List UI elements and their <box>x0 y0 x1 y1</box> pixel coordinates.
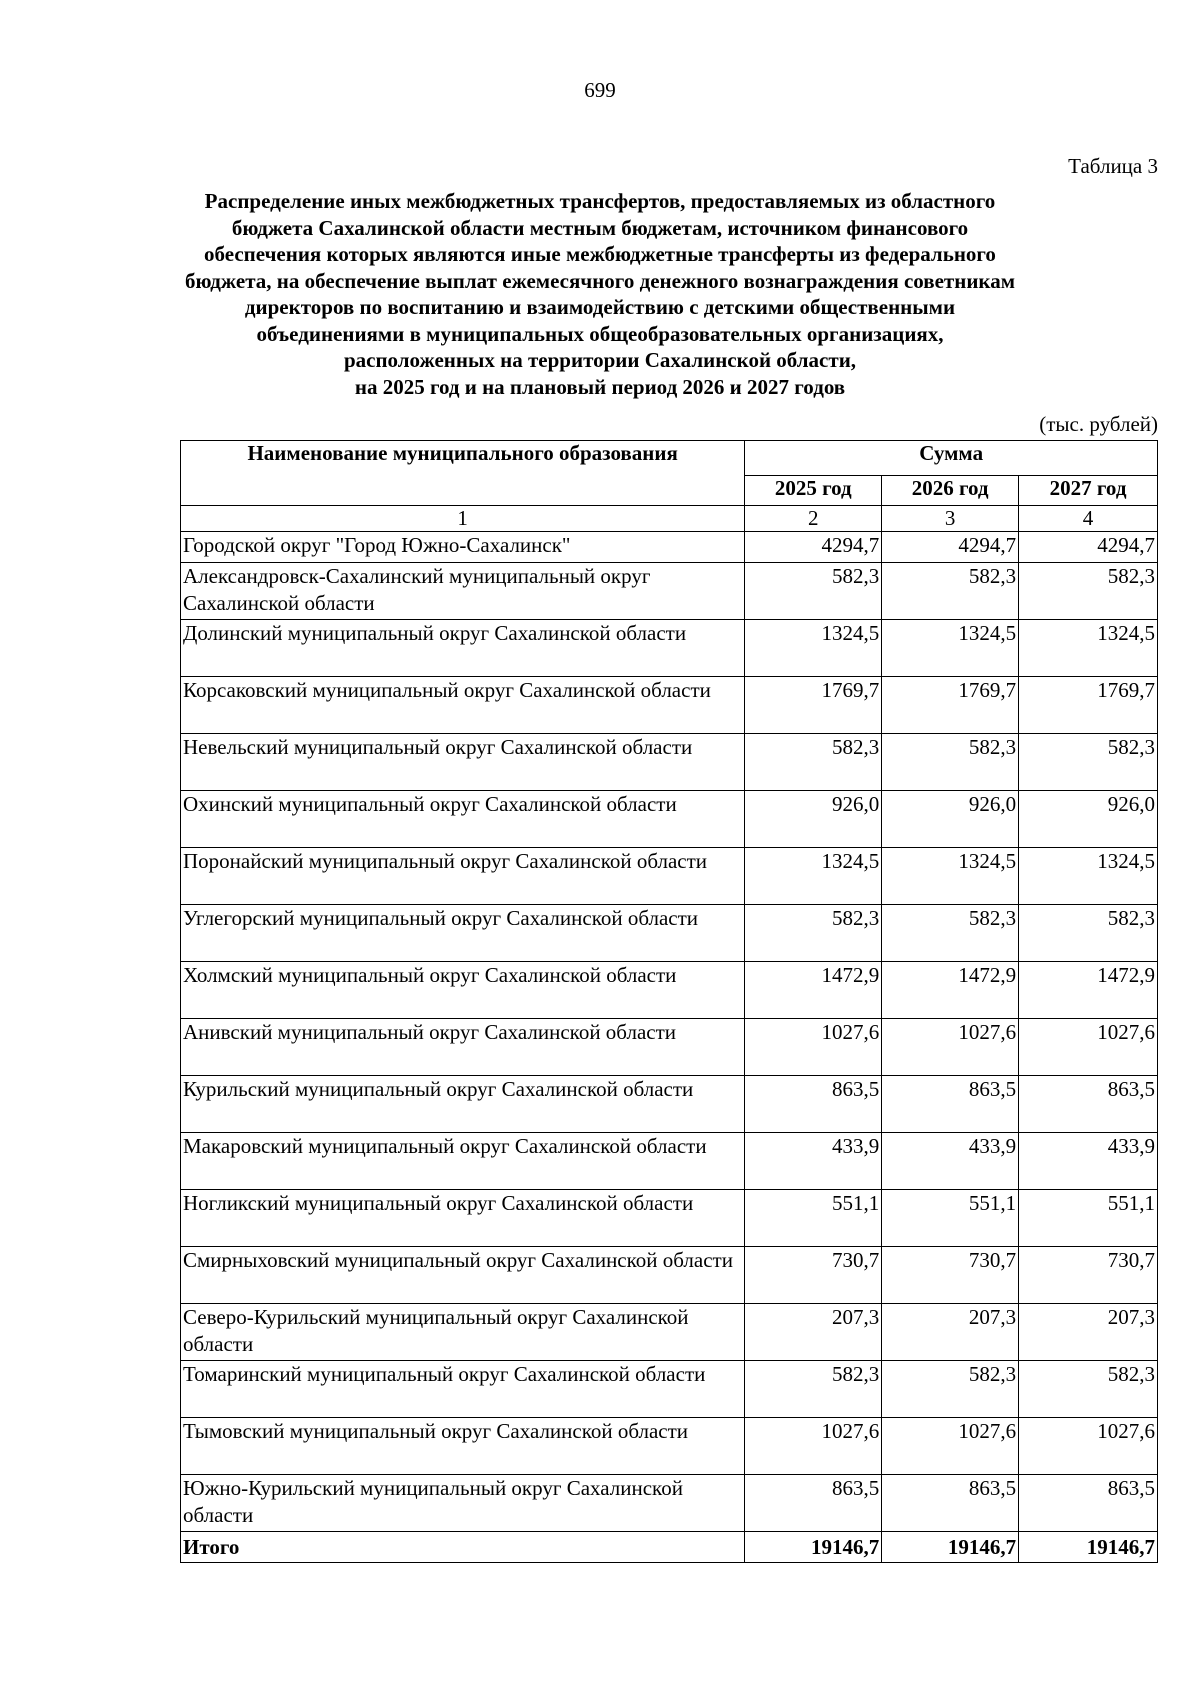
municipality-name: Долинский муниципальный округ Сахалинской области <box>181 620 745 677</box>
value-2025: 1324,5 <box>745 848 882 905</box>
value-2025: 582,3 <box>745 1361 882 1418</box>
value-2025: 207,3 <box>745 1304 882 1361</box>
column-number: 2 <box>745 506 882 532</box>
value-2026: 4294,7 <box>882 532 1019 563</box>
value-2026: 1027,6 <box>882 1418 1019 1475</box>
total-label: Итого <box>181 1532 745 1563</box>
table-row <box>181 848 1158 905</box>
value-2025: 582,3 <box>745 905 882 962</box>
value-2027: 863,5 <box>1019 1475 1158 1532</box>
table-label: Таблица 3 <box>1068 154 1158 178</box>
value-2026: 207,3 <box>882 1304 1019 1361</box>
municipality-name: Южно-Курильский муниципальный округ Сахалинской области <box>181 1475 745 1532</box>
municipality-name: Макаровский муниципальный округ Сахалинской области <box>181 1133 745 1190</box>
table-row <box>181 791 1158 848</box>
table-row <box>181 563 1158 620</box>
value-2026: 582,3 <box>882 734 1019 791</box>
title-line: бюджета Сахалинской области местным бюджетам, источником финансового <box>231 215 969 240</box>
municipality-name: Городской округ "Город Южно-Сахалинск" <box>181 532 745 563</box>
table-row <box>181 962 1158 1019</box>
table-row <box>181 1418 1158 1475</box>
municipality-name: Анивский муниципальный округ Сахалинской области <box>181 1019 745 1076</box>
municipality-name: Охинский муниципальный округ Сахалинской области <box>181 791 745 848</box>
title-line: расположенных на территории Сахалинской области, <box>343 348 857 372</box>
municipality-name: Ногликский муниципальный округ Сахалинской области <box>181 1190 745 1247</box>
value-2025: 863,5 <box>745 1475 882 1532</box>
total-row <box>181 1532 1158 1563</box>
total-2026: 19146,7 <box>882 1532 1019 1563</box>
value-2026: 1769,7 <box>882 677 1019 734</box>
value-2025: 730,7 <box>745 1247 882 1304</box>
column-number-row <box>181 506 1158 532</box>
title-line: обеспечения которых являются иные межбюджетные трансферты из федерального <box>204 242 996 266</box>
table-row <box>181 677 1158 734</box>
value-2026: 582,3 <box>882 905 1019 962</box>
value-2027: 582,3 <box>1019 734 1158 791</box>
table-row <box>181 734 1158 791</box>
municipality-name: Томаринский муниципальный округ Сахалинской области <box>181 1361 745 1418</box>
value-2026: 551,1 <box>882 1190 1019 1247</box>
value-2025: 1324,5 <box>745 620 882 677</box>
title-line: Распределение иных межбюджетных трансфертов, предоставляемых из областного <box>204 189 996 213</box>
budget-table <box>180 440 1158 1563</box>
table-row <box>181 1190 1158 1247</box>
title-line: объединениями в муниципальных общеобразовательных организациях, <box>256 321 944 346</box>
value-2027: 926,0 <box>1019 791 1158 848</box>
column-number: 4 <box>1019 506 1158 532</box>
column-number: 3 <box>882 506 1019 532</box>
value-2025: 1027,6 <box>745 1418 882 1475</box>
value-2025: 1769,7 <box>745 677 882 734</box>
value-2025: 433,9 <box>745 1133 882 1190</box>
page-number: 699 <box>584 78 616 102</box>
municipality-name: Холмский муниципальный округ Сахалинской области <box>181 962 745 1019</box>
value-2025: 1027,6 <box>745 1019 882 1076</box>
value-2027: 207,3 <box>1019 1304 1158 1361</box>
table-row <box>181 905 1158 962</box>
total-2027: 19146,7 <box>1019 1532 1158 1563</box>
value-2026: 863,5 <box>882 1475 1019 1532</box>
value-2027: 582,3 <box>1019 1361 1158 1418</box>
column-number: 1 <box>181 506 745 532</box>
value-2027: 1472,9 <box>1019 962 1158 1019</box>
value-2026: 582,3 <box>882 563 1019 620</box>
value-2026: 1472,9 <box>882 962 1019 1019</box>
title-line: директоров по воспитанию и взаимодействию с детскими общественными <box>244 295 956 319</box>
table-row <box>181 1133 1158 1190</box>
value-2027: 1324,5 <box>1019 848 1158 905</box>
value-2025: 582,3 <box>745 734 882 791</box>
table-row <box>181 532 1158 563</box>
value-2027: 433,9 <box>1019 1133 1158 1190</box>
value-2026: 926,0 <box>882 791 1019 848</box>
value-2027: 1324,5 <box>1019 620 1158 677</box>
title-line: бюджета, на обеспечение выплат ежемесячного денежного вознаграждения советникам <box>184 268 1016 293</box>
value-2027: 551,1 <box>1019 1190 1158 1247</box>
table-row <box>181 1361 1158 1418</box>
municipality-name: Невельский муниципальный округ Сахалинской области <box>181 734 745 791</box>
value-2027: 1027,6 <box>1019 1418 1158 1475</box>
value-2026: 1324,5 <box>882 848 1019 905</box>
value-2026: 1324,5 <box>882 620 1019 677</box>
value-2027: 863,5 <box>1019 1076 1158 1133</box>
value-2026: 863,5 <box>882 1076 1019 1133</box>
value-2025: 863,5 <box>745 1076 882 1133</box>
value-2025: 926,0 <box>745 791 882 848</box>
table-row <box>181 1475 1158 1532</box>
title-line: на 2025 год и на плановый период 2026 и 2027 годов <box>354 374 846 399</box>
value-2026: 433,9 <box>882 1133 1019 1190</box>
value-2027: 4294,7 <box>1019 532 1158 563</box>
table-row <box>181 1076 1158 1133</box>
table-row <box>181 1304 1158 1361</box>
municipality-name: Тымовский муниципальный округ Сахалинской области <box>181 1418 745 1475</box>
units-note: (тыс. рублей) <box>1039 412 1158 436</box>
table-row <box>181 620 1158 677</box>
municipality-name: Северо-Курильский муниципальный округ Сахалинской области <box>181 1304 745 1361</box>
value-2027: 730,7 <box>1019 1247 1158 1304</box>
value-2025: 551,1 <box>745 1190 882 1247</box>
municipality-name: Александровск-Сахалинский муниципальный округ Сахалинской области <box>181 563 745 620</box>
table-row <box>181 1247 1158 1304</box>
value-2026: 582,3 <box>882 1361 1019 1418</box>
value-2025: 1472,9 <box>745 962 882 1019</box>
value-2026: 1027,6 <box>882 1019 1019 1076</box>
total-2025: 19146,7 <box>745 1532 882 1563</box>
value-2027: 1027,6 <box>1019 1019 1158 1076</box>
column-header-2027: 2027 год <box>1019 475 1158 505</box>
municipality-name: Углегорский муниципальный округ Сахалинской области <box>181 905 745 962</box>
column-header-name: Наименование муниципального образования <box>181 441 745 506</box>
municipality-name: Корсаковский муниципальный округ Сахалинской области <box>181 677 745 734</box>
municipality-name: Поронайский муниципальный округ Сахалинской области <box>181 848 745 905</box>
document-title <box>160 188 1040 400</box>
value-2027: 1769,7 <box>1019 677 1158 734</box>
value-2027: 582,3 <box>1019 563 1158 620</box>
column-header-2026: 2026 год <box>882 475 1019 505</box>
municipality-name: Смирныховский муниципальный округ Сахалинской области <box>181 1247 745 1304</box>
value-2026: 730,7 <box>882 1247 1019 1304</box>
value-2027: 582,3 <box>1019 905 1158 962</box>
value-2025: 582,3 <box>745 563 882 620</box>
table-row <box>181 1019 1158 1076</box>
column-header-sum: Сумма <box>745 441 1158 476</box>
municipality-name: Курильский муниципальный округ Сахалинской области <box>181 1076 745 1133</box>
column-header-2025: 2025 год <box>745 475 882 505</box>
value-2025: 4294,7 <box>745 532 882 563</box>
